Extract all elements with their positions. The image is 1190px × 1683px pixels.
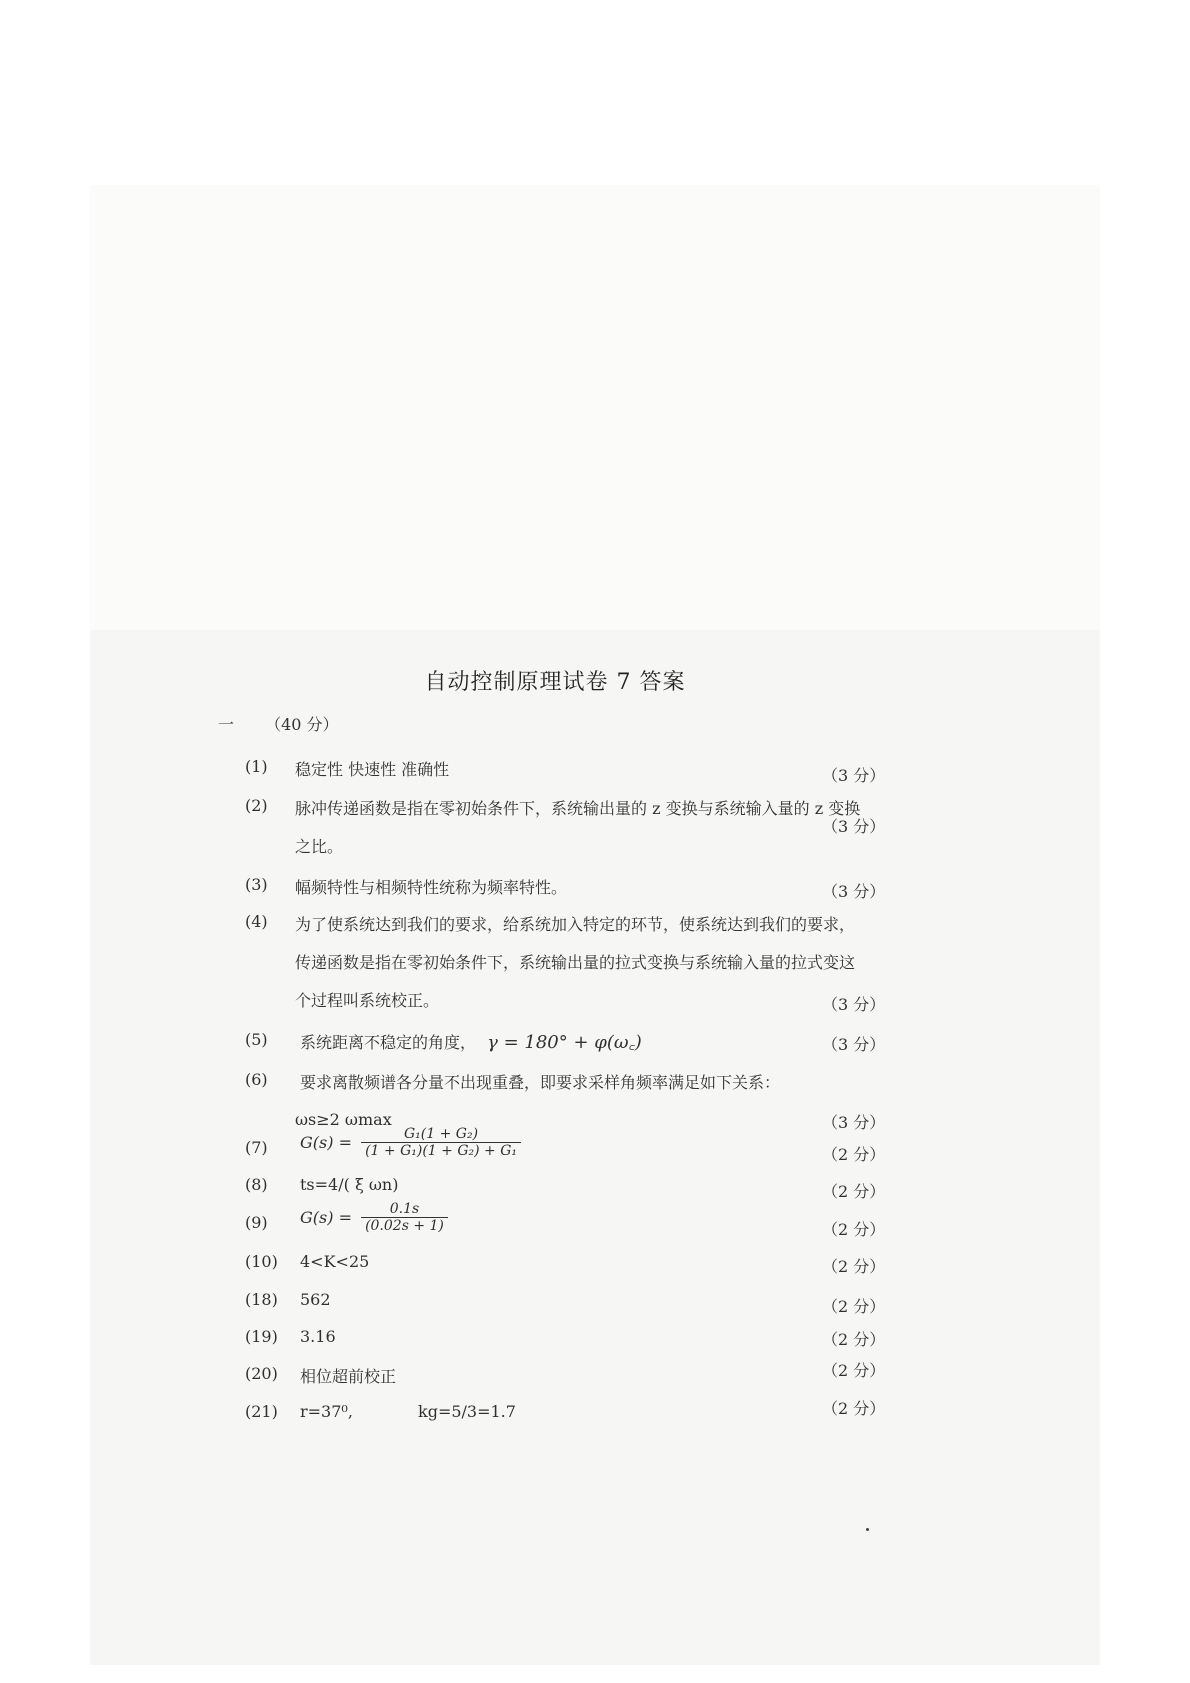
item-score: （3 分） xyxy=(822,882,886,901)
item-score: （3 分） xyxy=(822,1113,886,1132)
formula: γ = 180° + φ(ω꜀) xyxy=(487,1032,642,1053)
fraction xyxy=(361,1201,448,1234)
item-number: (2) xyxy=(245,796,268,815)
item-score: （3 分） xyxy=(822,1035,886,1054)
item-text: 3.16 xyxy=(300,1327,336,1346)
item-text-part: 系统距离不稳定的角度， xyxy=(300,1033,477,1052)
item-text: 幅频特性与相频特性统称为频率特性。 xyxy=(295,878,568,897)
item-number: (3) xyxy=(245,875,268,894)
section-heading xyxy=(218,712,339,735)
item-text xyxy=(300,1030,642,1054)
item-score: （2 分） xyxy=(822,1361,886,1380)
item-number: (10) xyxy=(245,1252,278,1271)
item-text: 要求离散频谱各分量不出现重叠，即要求采样角频率满足如下关系： xyxy=(300,1073,781,1092)
fraction-numerator: G₁(1 + G₂) xyxy=(361,1126,521,1143)
item-text: 脉冲传递函数是指在零初始条件下，系统输出量的 z 变换与系统输入量的 z 变换 xyxy=(295,799,861,818)
fraction-numerator: 0.1s xyxy=(361,1201,448,1218)
fraction xyxy=(361,1126,521,1159)
item-number: (9) xyxy=(245,1213,268,1232)
item-number: (19) xyxy=(245,1327,278,1346)
formula xyxy=(300,1126,521,1159)
item-number: (7) xyxy=(245,1138,268,1157)
item-text: ts=4/( ξ ωn) xyxy=(300,1175,399,1194)
item-score: （2 分） xyxy=(822,1182,886,1201)
item-score: （2 分） xyxy=(822,1399,886,1418)
item-text: 相位超前校正 xyxy=(300,1367,397,1386)
item-text: 为了使系统达到我们的要求，给系统加入特定的环节，使系统达到我们的要求， xyxy=(295,915,856,934)
fraction-denominator: (0.02s + 1) xyxy=(365,1218,444,1234)
item-number: (20) xyxy=(245,1364,278,1383)
item-score: （2 分） xyxy=(822,1297,886,1316)
scan-speck xyxy=(866,1528,869,1531)
item-text-continued: 之比。 xyxy=(295,837,344,856)
blank-region xyxy=(90,185,1100,630)
item-number: (4) xyxy=(245,912,268,931)
item-text: 稳定性 快速性 准确性 xyxy=(295,760,450,779)
item-number: (21) xyxy=(245,1402,278,1421)
page-title: 自动控制原理试卷 7 答案 xyxy=(424,670,686,695)
item-text-continued: 传递函数是指在零初始条件下，系统输出量的拉式变换与系统输入量的拉式变这 xyxy=(295,953,856,972)
item-score: （2 分） xyxy=(822,1145,886,1164)
fraction-denominator: (1 + G₁)(1 + G₂) + G₁ xyxy=(365,1143,518,1159)
item-number: (1) xyxy=(245,757,268,776)
section-mark: 一 xyxy=(218,715,235,734)
formula-lhs: G(s) = xyxy=(300,1208,352,1227)
item-number: (18) xyxy=(245,1290,278,1309)
item-text: r=37⁰, xyxy=(300,1402,353,1421)
item-number: (6) xyxy=(245,1070,268,1089)
item-number: (8) xyxy=(245,1175,268,1194)
formula xyxy=(300,1201,448,1234)
section-score: （40 分） xyxy=(265,715,339,734)
item-number: (5) xyxy=(245,1030,268,1049)
formula-lhs: G(s) = xyxy=(300,1133,352,1152)
item-text: 562 xyxy=(300,1290,331,1309)
item-text-continued: 个过程叫系统校正。 xyxy=(295,991,440,1010)
item-score: （3 分） xyxy=(822,995,886,1014)
item-score: （3 分） xyxy=(822,817,886,836)
item-score: （2 分） xyxy=(822,1220,886,1239)
item-score: （2 分） xyxy=(822,1257,886,1276)
item-score: （3 分） xyxy=(822,766,886,785)
item-text-continued: ωs≥2 ωmax xyxy=(295,1110,392,1129)
item-text: 4<K<25 xyxy=(300,1252,370,1271)
item-score: （2 分） xyxy=(822,1330,886,1349)
item-text-b: kg=5/3=1.7 xyxy=(418,1402,516,1421)
